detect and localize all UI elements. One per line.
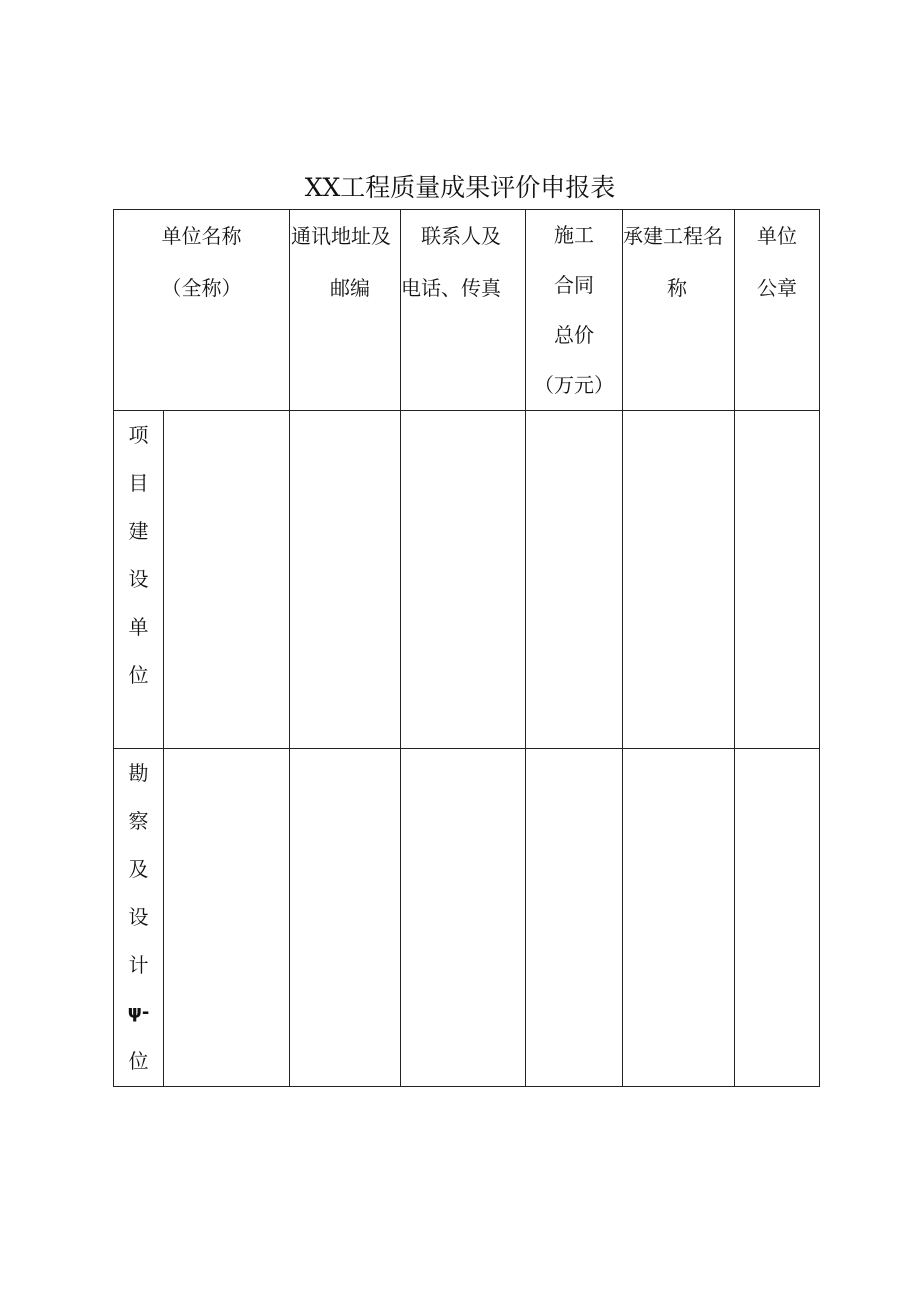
page-title: XX工程质量成果评价申报表 [304,173,616,202]
cell-project-name[interactable] [623,411,735,749]
cell-seal[interactable] [735,749,820,1087]
header-row [114,210,820,411]
cell-contact[interactable] [401,411,526,749]
header-address: 通讯地址及 邮编 [290,210,401,411]
cell-project-name[interactable] [623,749,735,1087]
row-label-survey-design-unit: 勘 察 及 设 计 ψ- 位 [114,749,164,1087]
header-unit-name: 单位名称 （全称） [114,210,290,411]
header-contract-price: 施工 合同 总价 （万元） [526,210,623,411]
header-project-name: 承建工程名 称 [623,210,735,411]
header-seal: 单位 公章 [735,210,820,411]
cell-seal[interactable] [735,411,820,749]
header-contact: 联系人及 电话、传真 [401,210,526,411]
cell-unit-name[interactable] [164,411,290,749]
table-row [114,749,820,1087]
cell-contract-price[interactable] [526,749,623,1087]
table-row [114,411,820,749]
cell-contract-price[interactable] [526,411,623,749]
application-form-table [113,209,820,1087]
cell-unit-name[interactable] [164,749,290,1087]
cell-contact[interactable] [401,749,526,1087]
row-label-construction-unit: 项 目 建 设 单 位 [114,411,164,749]
cell-address[interactable] [290,411,401,749]
cell-address[interactable] [290,749,401,1087]
